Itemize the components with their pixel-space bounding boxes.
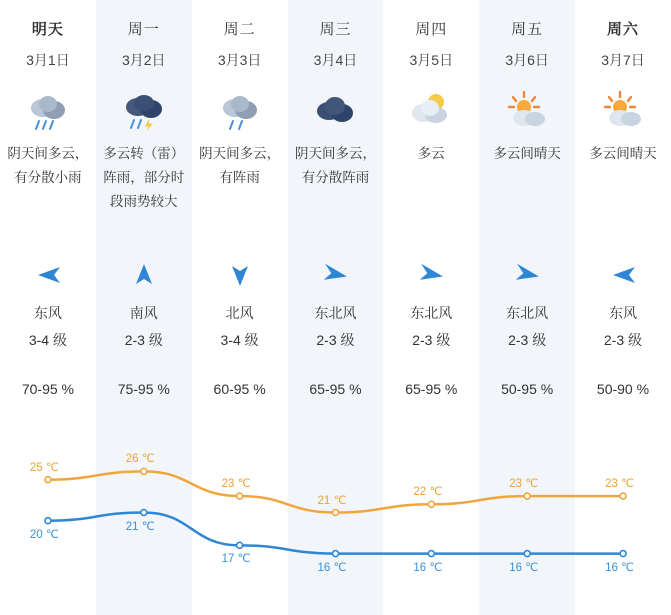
high-temp-label-1: 26 ℃ <box>125 453 155 466</box>
day-date: 3月2日 <box>121 52 166 68</box>
day-date: 3月5日 <box>409 52 454 68</box>
low-temp-label-2: 17 ℃ <box>221 553 251 566</box>
day-date: 3月6日 <box>505 52 549 68</box>
humidity-range: 50-95 % <box>501 381 554 397</box>
day-date: 3月3日 <box>217 52 262 68</box>
low-temp-label-0: 20 ℃ <box>29 528 59 541</box>
sun-behind-cloud-icon <box>598 90 648 136</box>
wind-arrow-northeast-icon <box>383 258 479 292</box>
wind-force: 2-3 级 <box>316 332 355 348</box>
day-description: 阴天间多云，有阵雨 <box>199 146 281 185</box>
forecast-column-day-0[interactable] <box>0 0 96 615</box>
high-temp-label-0: 25 ℃ <box>29 461 59 474</box>
wind-force: 2-3 级 <box>124 332 163 348</box>
low-temp-label-5: 16 ℃ <box>509 561 539 574</box>
wind-arrow-west-icon <box>0 258 96 292</box>
cloud-dark-icon <box>310 90 360 136</box>
wind-arrow-north-icon <box>96 258 192 292</box>
humidity-range: 60-95 % <box>213 381 266 397</box>
wind-arrow-northeast-icon <box>288 258 384 292</box>
thunder-rain-cloud-icon <box>119 90 169 136</box>
day-name: 周六 <box>606 21 639 38</box>
day-name: 周四 <box>415 21 448 38</box>
day-description: 多云转（雷）阵雨，部分时段雨势较大 <box>103 146 185 209</box>
low-temp-label-1: 21 ℃ <box>125 520 155 533</box>
rain-cloud-icon <box>215 90 265 136</box>
day-name: 周三 <box>319 21 352 38</box>
forecast-column-day-2[interactable] <box>192 0 288 615</box>
wind-direction: 南风 <box>129 305 158 321</box>
wind-direction: 东北风 <box>506 305 549 321</box>
day-name: 明天 <box>31 21 64 38</box>
day-name: 周一 <box>127 21 160 38</box>
low-temp-label-3: 16 ℃ <box>317 561 347 574</box>
day-date: 3月7日 <box>601 52 645 68</box>
sun-cloud-icon <box>406 90 456 136</box>
high-temp-label-5: 23 ℃ <box>509 478 539 491</box>
wind-arrow-down-icon <box>192 258 288 292</box>
day-date: 3月4日 <box>313 52 358 68</box>
high-temp-label-2: 23 ℃ <box>221 478 251 491</box>
humidity-range: 65-95 % <box>405 381 458 397</box>
day-name: 周二 <box>223 21 256 38</box>
forecast-column-day-5[interactable] <box>479 0 575 615</box>
wind-direction: 北风 <box>225 305 254 321</box>
forecast-column-day-6[interactable] <box>575 0 671 615</box>
humidity-range: 75-95 % <box>117 381 170 397</box>
forecast-column-day-4[interactable] <box>383 0 479 615</box>
sun-behind-cloud-icon <box>502 90 552 136</box>
high-temp-label-6: 23 ℃ <box>605 478 634 491</box>
wind-direction: 东风 <box>608 305 637 321</box>
high-temp-label-3: 21 ℃ <box>317 494 347 507</box>
day-description: 多云间晴天 <box>589 146 657 161</box>
low-temp-label-6: 16 ℃ <box>605 561 634 574</box>
wind-force: 2-3 级 <box>508 332 547 348</box>
wind-direction: 东北风 <box>314 305 357 321</box>
rain-cloud-icon <box>23 90 73 136</box>
day-date: 3月1日 <box>26 52 70 68</box>
forecast-column-day-3[interactable] <box>288 0 384 615</box>
wind-force: 3-4 级 <box>220 332 259 348</box>
wind-force: 3-4 级 <box>28 332 67 348</box>
wind-force: 2-3 级 <box>412 332 451 348</box>
wind-direction: 东北风 <box>410 305 453 321</box>
humidity-range: 70-95 % <box>21 381 74 397</box>
wind-arrow-west-icon <box>575 258 671 292</box>
day-name: 周五 <box>511 21 544 38</box>
humidity-range: 65-95 % <box>309 381 362 397</box>
day-description: 多云间晴天 <box>493 146 561 161</box>
wind-direction: 东风 <box>33 305 62 321</box>
high-temp-label-4: 22 ℃ <box>413 486 443 499</box>
day-description: 阴天间多云，有分散小雨 <box>7 146 89 185</box>
wind-force: 2-3 级 <box>603 332 643 348</box>
day-description: 阴天间多云，有分散阵雨 <box>294 146 376 185</box>
humidity-range: 50-90 % <box>596 381 650 397</box>
wind-arrow-northeast-icon <box>479 258 575 292</box>
day-description: 多云 <box>417 146 445 161</box>
low-temp-label-4: 16 ℃ <box>413 561 443 574</box>
